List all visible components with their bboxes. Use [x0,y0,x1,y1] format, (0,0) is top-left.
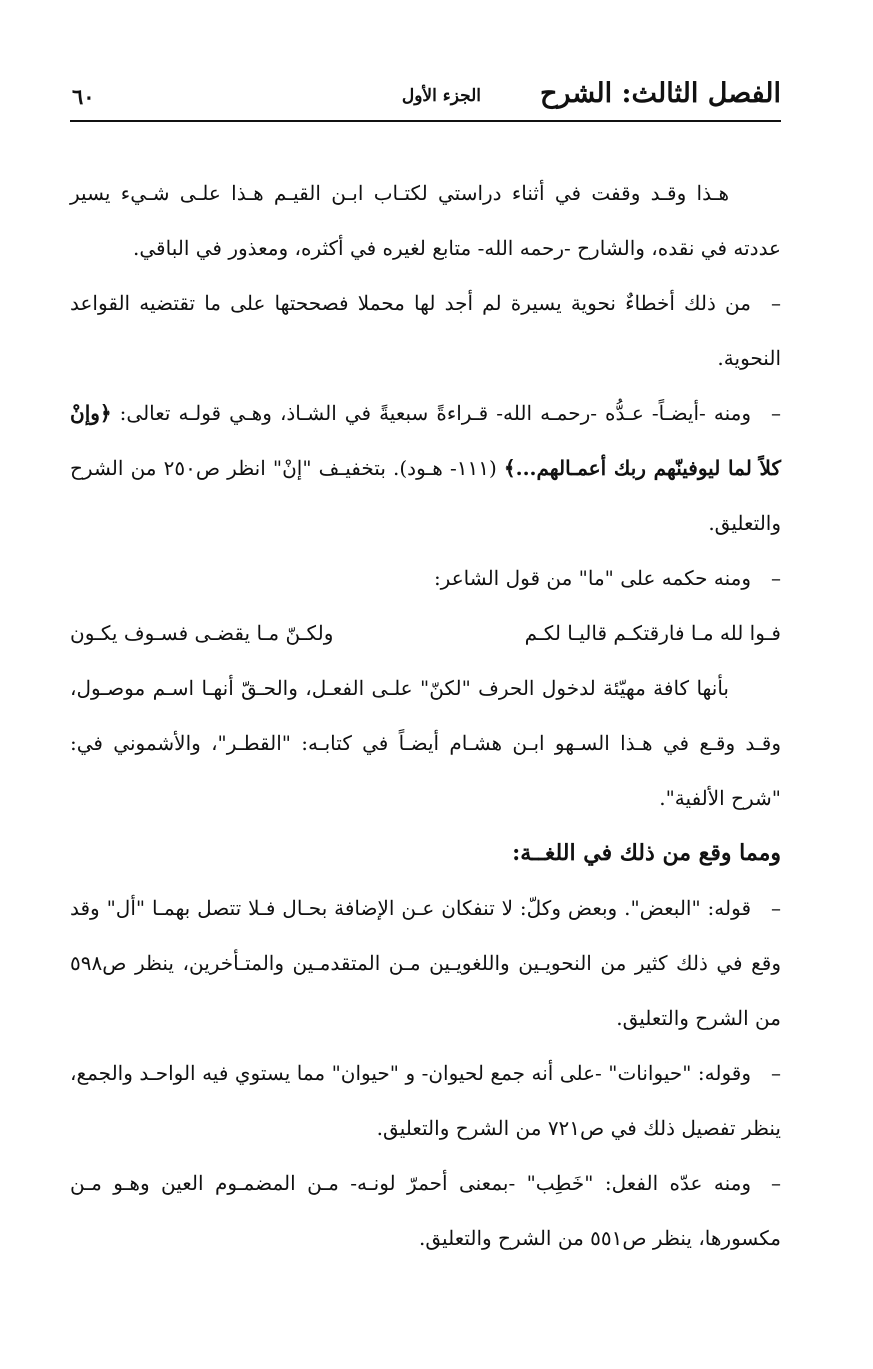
bullet-dash: – [771,1061,781,1085]
bullet-text: وقوله: "حيوانات" -على أنه جمع لحيوان- و "حيوان" مما يستوي فيه الواحـد والجمع، ينظر تفصيل ذلك في ص٧٢١ من الشرح والتعليق. [70,1061,781,1140]
bullet-dash: – [771,1171,781,1195]
page-number: ٦٠ [72,84,95,109]
bullet-paragraph-poet [70,551,781,606]
bullet-dash: – [771,896,781,920]
bullet-dash: – [771,291,781,315]
bullet-paragraph-baad [70,881,781,1046]
part-label: الجزء الأول [401,86,481,106]
bullet-text: قوله: "البعض". وبعض وكلّ: لا تنفكان عـن الإضافة بحـال فـلا تتصل بهمـا "أل" وقد وقع في ذلك كثير من النحويـين واللغويـين مـن المتقدمـين والمتـأخرين، ينظر ص٥٩٨ من الشرح والتعليق. [70,896,781,1030]
bullet-paragraph-grammar [70,276,781,386]
bullet-paragraph-hayawan [70,1046,781,1156]
verse-second-hemistich: ولكـنّ مـا يقضـى فسـوف يكـون [70,621,334,645]
paragraph-explanation: بأنها كافة مهيّئة لدخول الحرف "لكنّ" علـى الفعـل، والحـقّ أنهـا اسـم موصـول، وقـد وقـع في هـذا السـهو ابـن هشـام أيضـاً في كتابـه: "القطـر"، والأشموني في: "شرح الألفية". [70,676,781,810]
page-body [70,166,781,1266]
bullet-paragraph-quran [70,386,781,551]
bullet-text-before: ومنه -أيضـاً- عـدُّه -رحمـه الله- قـراءةً سبعيةً في الشـاذ، وهـي قولـه تعالى: [111,401,751,425]
document-page [70,72,781,1329]
bullet-text: ومنه عدّه الفعل: "خَطِب" -بمعنى أحمرّ لونـه- مـن المضمـوم العين وهـو مـن مكسورها، ينظر ص٥٥١ من الشرح والتعليق. [70,1171,781,1250]
bullet-text: من ذلك أخطاءٌ نحوية يسيرة لم أجد لها محملا فصححتها على ما تقتضيه القواعد النحوية. [70,291,781,370]
bullet-paragraph-khatib [70,1156,781,1266]
page-header [70,72,781,122]
paragraph-intro: هـذا وقـد وقفت في أثناء دراستي لكتـاب ابـن القيـم هـذا علـى شـيء يسير عددته في نقده، والشارح -رحمه الله- متابع لغيره في أكثره، ومعذور في الباقي. [70,181,781,260]
bullet-text: ومنه حكمه على "ما" من قول الشاعر: [433,566,751,590]
quran-verse: ﴿وإنْ كلاً لما ليوفينّهم ربك أعمـالهم...﴾ [70,401,781,480]
bullet-text-after: (١١١- هـود). بتخفيـف "إنْ" انظر ص٢٥٠ من الشرح والتعليق. [70,456,781,535]
section-heading: ومما وقع من ذلك في اللغــة: [512,840,781,866]
poetry-verse [70,606,781,661]
bullet-dash: – [771,401,781,425]
chapter-title: الفصل الثالث: الشرح [540,78,781,109]
bullet-dash: – [771,566,781,590]
verse-first-hemistich: فـوا لله مـا فارقتكـم قاليـا لكـم [524,621,781,645]
